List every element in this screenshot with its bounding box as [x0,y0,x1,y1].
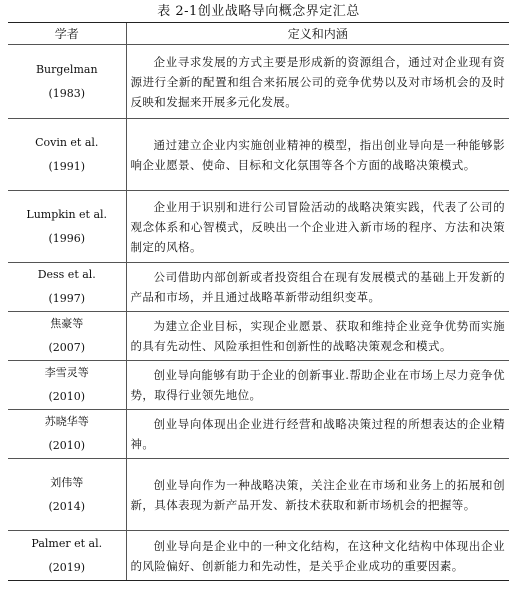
table-row [8,531,509,581]
definition-cell: 创业导向体现出企业进行经营和战略决策过程的所想表达的企业精神。 [126,410,509,459]
scholar-cell [8,531,126,581]
scholar-name: 焦豪等 [50,317,84,330]
scholar-cell [8,459,126,531]
definition-cell: 创业导向是企业中的一种文化结构，在这种文化结构中体现出企业的风险偏好、创新能力和先动性，是关乎企业成功的重要因素。 [126,531,509,581]
table-row [8,459,509,531]
table-header-row [8,23,509,45]
definition-cell: 通过建立企业内实施创业精神的模型，指出创业导向是一种能够影响企业愿景、使命、目标和文化氛围等各个方面的战略决策模式。 [126,119,509,191]
definition-cell: 创业导向作为一种战略决策，关注企业在市场和业务上的拓展和创新，具体表现为新产品开发、新技术获取和新市场机会的把握等。 [126,459,509,531]
scholar-name: Covin et al. [35,135,99,149]
definition-cell: 为建立企业目标，实现企业愿景、获取和维持企业竞争优势而实施的具有先动性、风险承担性和创新性的战略决策观念和模式。 [126,312,509,361]
table-row [8,119,509,191]
scholar-name: 苏晓华等 [44,415,89,428]
scholar-cell [8,45,126,119]
scholar-cell [8,312,126,361]
header-definition: 定义和内涵 [126,23,509,45]
table-row [8,45,509,119]
table-row [8,263,509,312]
scholar-year: (1996) [48,231,86,245]
definition-cell: 企业用于识别和进行公司冒险活动的战略决策实践，代表了公司的观念体系和心智模式，反映出一个企业进入新市场的程序、方法和决策制定的风格。 [126,191,509,263]
scholar-year: (1991) [48,159,86,173]
definition-cell: 创业导向能够有助于企业的创新事业.帮助企业在市场上尽力竞争优势，取得行业领先地位。 [126,361,509,410]
scholar-name: Palmer et al. [31,536,103,550]
scholar-year: (2010) [48,390,86,403]
scholar-cell [8,263,126,312]
scholar-cell [8,410,126,459]
scholar-year: (1983) [48,86,86,100]
scholar-year: (2007) [48,341,86,354]
scholar-cell [8,119,126,191]
definitions-table [8,22,509,581]
table-row [8,361,509,410]
scholar-name: 刘伟等 [50,475,84,489]
table-row [8,191,509,263]
scholar-year: (1997) [48,292,86,305]
scholar-cell [8,361,126,410]
scholar-cell [8,191,126,263]
scholar-name: Lumpkin et al. [26,207,108,221]
scholar-name: 李雪灵等 [44,366,89,379]
definition-cell: 公司借助内部创新或者投资组合在现有发展模式的基础上开发新的产品和市场，并且通过战略革新带动组织变革。 [126,263,509,312]
table-caption: 表 2-1创业战略导向概念界定汇总 [157,4,360,19]
table-row [8,410,509,459]
table-row [8,312,509,361]
scholar-year: (2019) [48,560,86,574]
scholar-year: (2014) [48,499,86,513]
definition-cell: 企业寻求发展的方式主要是形成新的资源组合，通过对企业现有资源进行全新的配置和组合来拓展公司的竞争优势以及对市场机会的及时反映和发掘来开展多元化发展。 [126,45,509,119]
scholar-name: Burgelman [35,62,98,76]
scholar-name: Dess et al. [37,268,96,281]
header-scholar: 学者 [8,23,126,45]
scholar-year: (2010) [48,439,86,452]
